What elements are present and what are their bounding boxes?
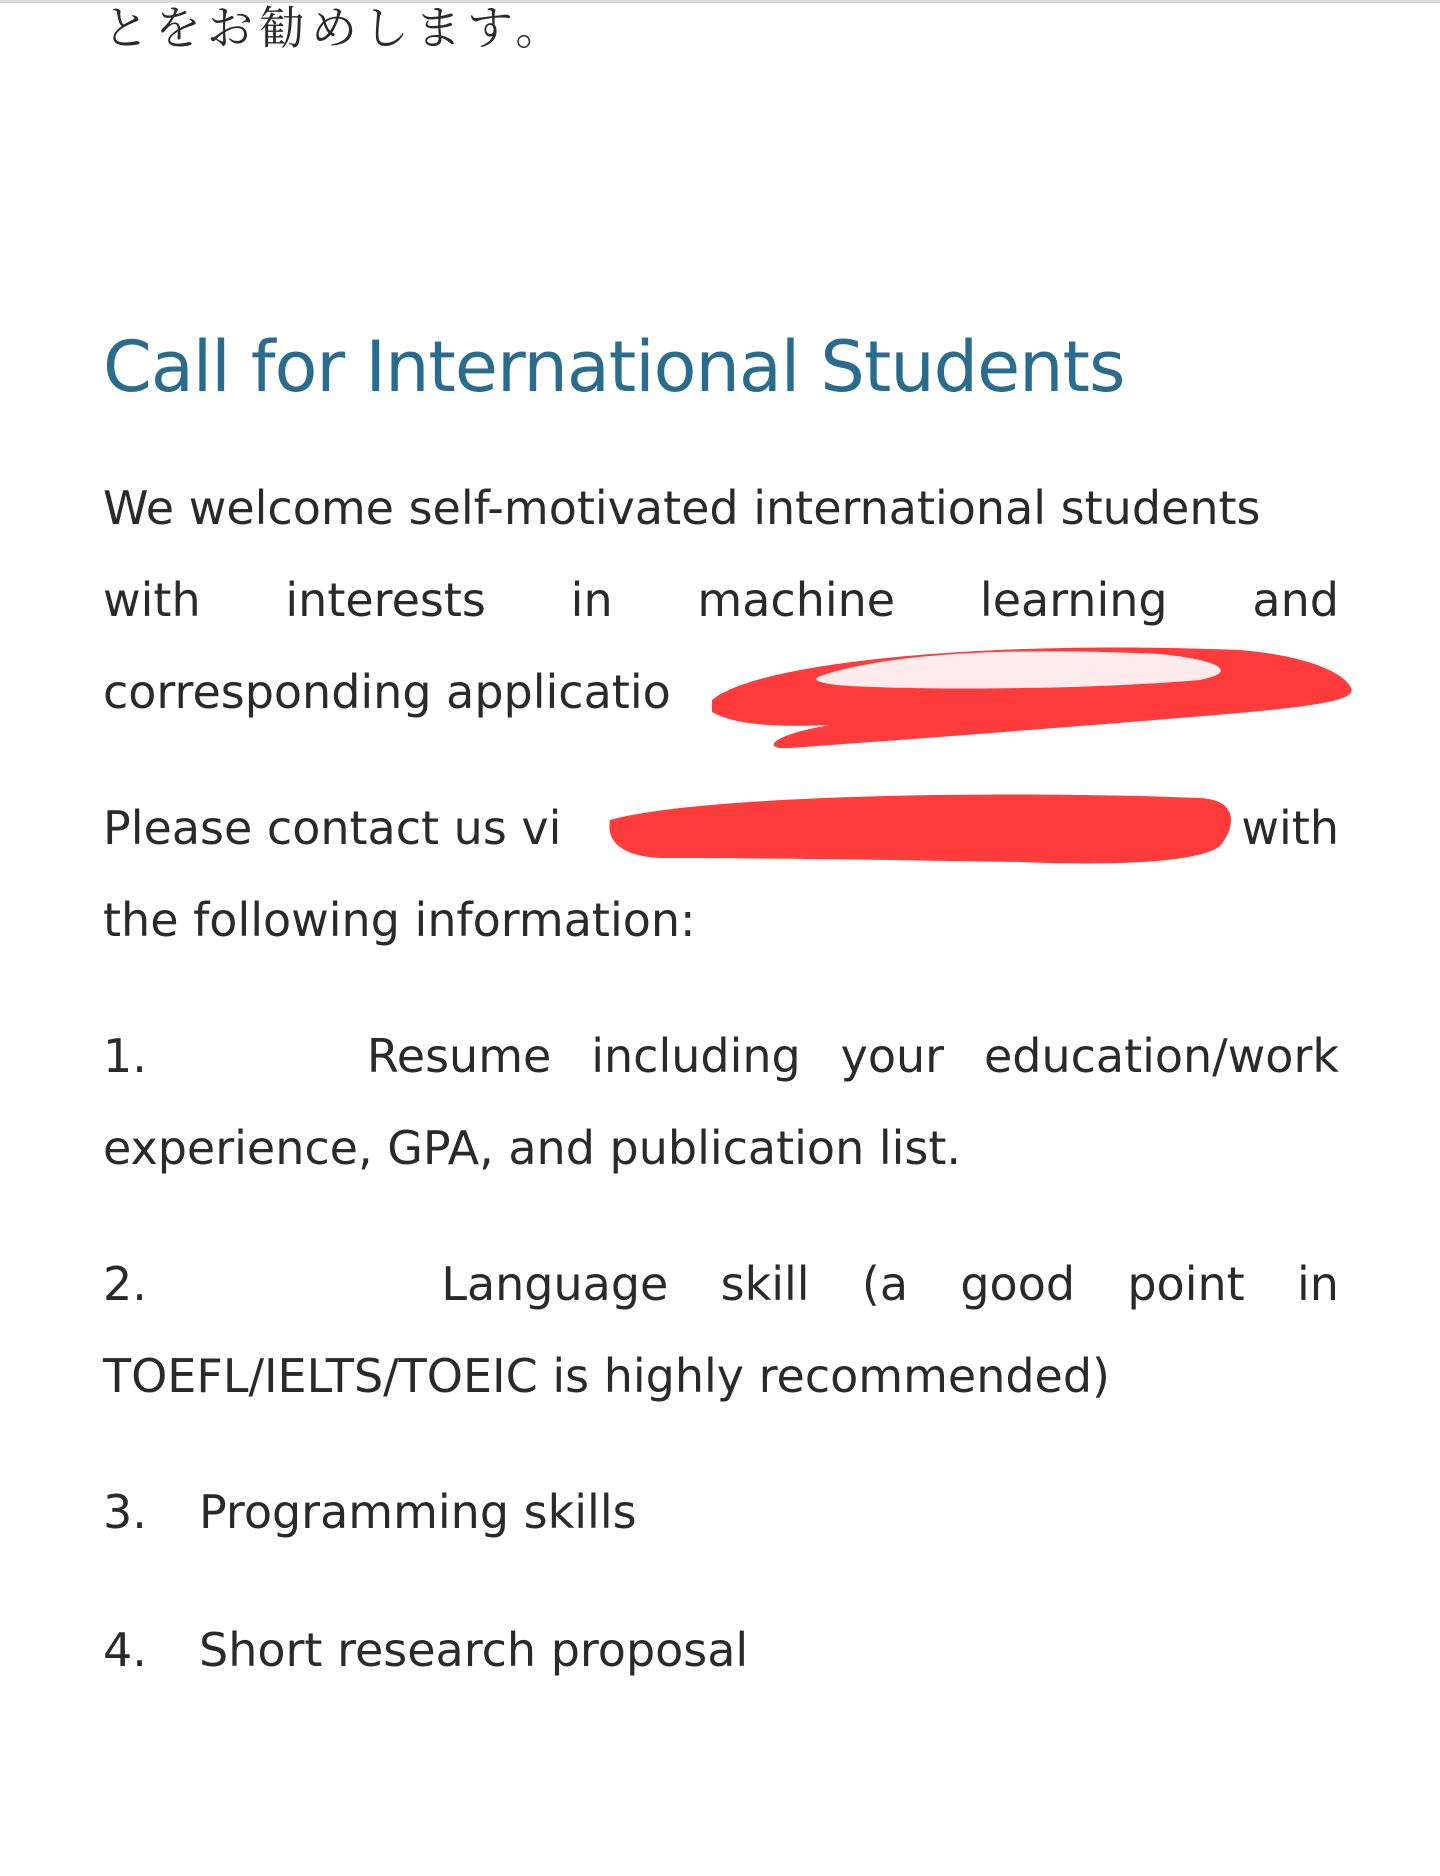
word: interests <box>285 573 486 627</box>
paragraph-line: the following information: <box>103 893 696 947</box>
word: in <box>1297 1257 1339 1311</box>
list-number: 1. <box>103 1029 147 1083</box>
contact-text-start: Please contact us vi <box>103 801 562 855</box>
word: and <box>1252 573 1339 627</box>
paragraph-line: corresponding applicatio <box>103 665 671 719</box>
list-item-text: Programming skills <box>199 1485 637 1539</box>
word: good <box>960 1257 1076 1311</box>
paragraph-line: We welcome self-motivated international students <box>103 481 1261 535</box>
list-number: 3. <box>103 1485 147 1539</box>
word: education/work <box>983 1029 1339 1083</box>
contact-text-end: with <box>1241 801 1339 855</box>
section-heading: Call for International Students <box>103 326 1125 408</box>
word: machine <box>697 573 896 627</box>
list-number: 2. <box>103 1257 147 1311</box>
word: with <box>103 573 201 627</box>
word: including <box>591 1029 801 1083</box>
word: in <box>570 573 613 627</box>
redaction-scribble <box>609 794 1231 863</box>
word: your <box>840 1029 945 1083</box>
list-item-line: TOEFL/IELTS/TOEIC is highly recommended) <box>103 1349 1110 1403</box>
list-number: 4. <box>103 1623 147 1677</box>
word: learning <box>979 573 1168 627</box>
list-item-line: experience, GPA, and publication list. <box>103 1121 962 1175</box>
word: Resume <box>366 1029 552 1083</box>
intro-tail-japanese: とをお勧めします。 <box>103 1 568 55</box>
list-item-text: Short research proposal <box>199 1623 749 1677</box>
word: (a <box>861 1257 909 1311</box>
word: Language <box>441 1257 669 1311</box>
word: skill <box>720 1257 810 1311</box>
word: point <box>1127 1257 1245 1311</box>
